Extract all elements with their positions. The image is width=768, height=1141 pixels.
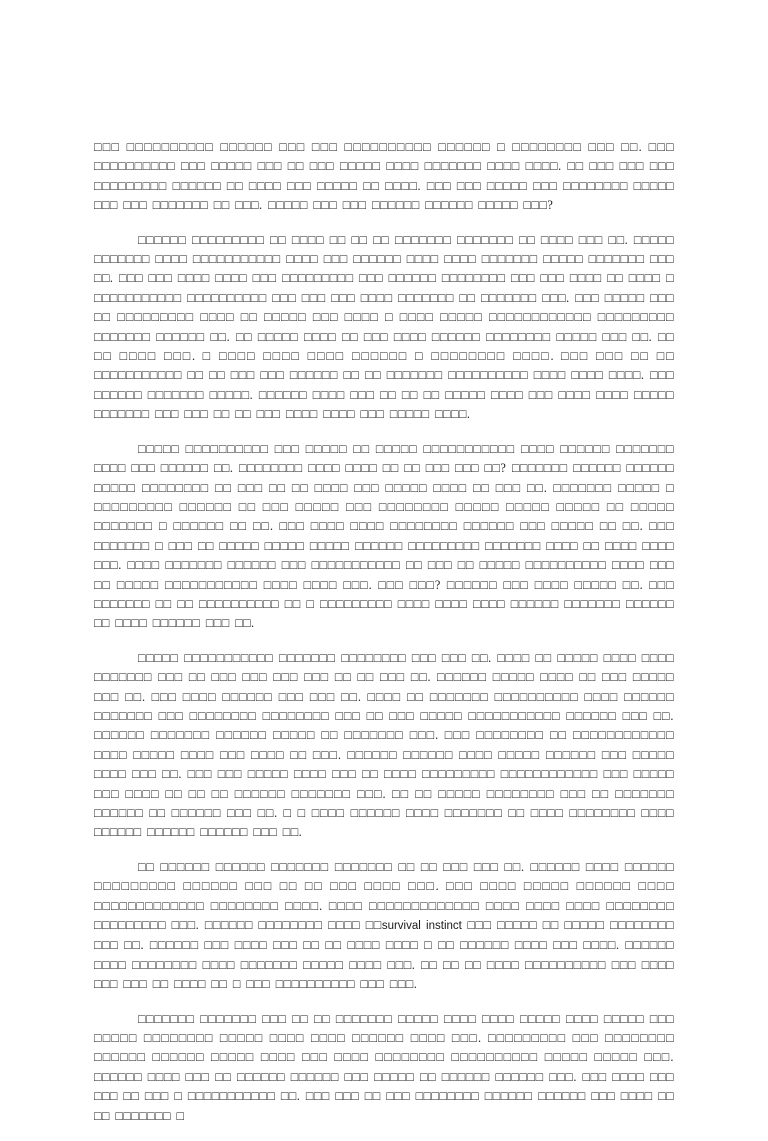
document-body <box>94 138 674 1141</box>
paragraph-5-text-after: □□□ □□□□□ □□ □□□□□ □□□□□□□□ □□□ □□. □□□□□□ □□□ □□□□ □□□ □□ □□ □□□□ □□□□ □ □□ □□□□□□ □□□□ □□□ □□□□. □□□□□□ □□□□ □□□□□□□□ □□□□ □□□□□□□ □□□□□ □□□□ □□□. □□ □□ □□ □□□□ □□□□□□□□□□ □□□ □□□□ □□□ □□□ □□ □□□□ □□ □ □□□ □□□□□□□□□□ □□□ □□□. <box>94 918 675 992</box>
paragraph-5 <box>94 858 674 995</box>
paragraph-5-text-before: □□ □□□□□□ □□□□□□ □□□□□□□ □□□□□□□ □□ □□ □□□ □□□ □□. □□□□□□ □□□□ □□□□□□ □□□□□□□□□ □□□□□□ □□□ □□ □□ □□□ □□□□ □□□. □□□ □□□□ □□□□□ □□□□□□ □□□□ □□□□□□□□□□□□□ □□□□□□□□ □□□□. □□□□ □□□□□□□□□□□□□ □□□□ □□□□ □□□□ □□□□□□□□ □□□□□□□□□ □□□. □□□□□□ □□□□□□□□ □□□□ □□ <box>94 859 674 933</box>
paragraph-1: □□□ □□□□□□□□□□ □□□□□□ □□□ □□□ □□□□□□□□□□ □□□□□□ □ □□□□□□□□ □□□ □□. □□□ □□□□□□□□□□ □□□ □□□□□ □□□ □□ □□□ □□□□□ □□□□ □□□□□□□ □□□□ □□□□. □□ □□□ □□□ □□□ □□□□□□□□□ □□□□□□ □□ □□□□ □□□ □□□□□ □□ □□□□. □□□ □□□ □□□□□ □□□ □□□□□□□□ □□□□□ □□□ □□□ □□□□□□□ □□ □□□. □□□□□ □□□ □□□ □□□□□□ □□□□□□ □□□□□ □□□? <box>94 140 674 213</box>
paragraph-4: □□□□□ □□□□□□□□□□□ □□□□□□□ □□□□□□□□ □□□ □□□ □□. □□□□ □□ □□□□□ □□□□ □□□□ □□□□□□□ □□□ □□ □□□ □□□ □□□ □□□ □□ □□ □□□ □□. □□□□□□ □□□□□ □□□□ □□ □□□ □□□□□ □□□ □□. □□□ □□□□ □□□□□□ □□□ □□□ □□. □□□□ □□ □□□□□□□ □□□□□□□□□□ □□□□ □□□□□□ □□□□□□□ □□□ □□□□□□□□ □□□□□□□□ □□□ □□ □□□ □□□□□ □□□□□□□□□□□ □□□□□□ □□□ □□. □□□□□□ □□□□□□□ □□□□□□ □□□□□ □□ □□□□□□□ □□□. □□□ □□□□□□□□ □□ □□□□□□□□□□□□ □□□□ □□□□□ □□□□ □□□ □□□□ □□ □□□. □□□□□□ □□□□□□ □□□□ □□□□□ □□□□□□ □□□ □□□□□ □□□□ □□□ □□. □□□ □□□ □□□□□ □□□□ □□□ □□ □□□□ □□□□□□□□□ □□□□□□□□□□□□ □□□ □□□□□ □□□ □□□□ □□ □□ □□ □□□□□□ □□□□□□□ □□□. □□ □□ □□□□□ □□□□□□□□ □□□ □□ □□□□□□□ □□□□□□ □□ □□□□□□ □□□ □□. □ □ □□□□ □□□□□□ □□□□ □□□□□□□ □□ □□□□ □□□□□□□□ □□□□ □□□□□□ □□□□□□ □□□□□□ □□□ □□. <box>94 650 674 840</box>
paragraph-3: □□□□□ □□□□□□□□□□ □□□ □□□□□ □□ □□□□□ □□□□□□□□□□□ □□□□ □□□□□□ □□□□□□□ □□□□ □□□ □□□□□□ □□. □□□□□□□□ □□□□ □□□□ □□ □□ □□□ □□□ □□? □□□□□□□ □□□□□□ □□□□□□ □□□□□ □□□□□□□□ □□ □□□ □□ □□ □□□□ □□□ □□□□□ □□□□ □□ □□□ □□. □□□□□□□ □□□□□ □ □□□□□□□□□ □□□□□□ □□ □□□ □□□□□ □□□ □□□□□□□□ □□□□□ □□□□□ □□□□□ □□ □□□□□ □□□□□□□ □ □□□□□□ □□ □□. □□□ □□□□ □□□□ □□□□□□□□ □□□□□□ □□□ □□□□□ □□ □□. □□□ □□□□□□□ □ □□□ □□ □□□□□ □□□□□ □□□□□ □□□□□□ □□□□□□□□□ □□□□□□□ □□□□ □□ □□□□ □□□□ □□□. □□□□ □□□□□□□ □□□□□□ □□□ □□□□□□□□□□□ □□ □□□ □□ □□□□□ □□□□□□□□□□ □□□□ □□□ □□ □□□□□ □□□□□□□□□□□ □□□□ □□□□ □□□. □□□ □□□? □□□□□□ □□□ □□□□ □□□□□ □□. □□□ □□□□□□□ □□ □□ □□□□□□□□□□ □□ □ □□□□□□□□□ □□□□ □□□□ □□□□ □□□□□□ □□□□□□□ □□□□□□ □□ □□□□ □□□□□□ □□□ □□. <box>94 441 674 631</box>
paragraph-6: □□□□□□□ □□□□□□□ □□□ □□ □□ □□□□□□□ □□□□□ □□□□ □□□□ □□□□□ □□□□ □□□□□ □□□ □□□□□ □□□□□□□□ □□□□□ □□□□ □□□□ □□□□□□ □□□□ □□□. □□□□□□□□□ □□□ □□□□□□□□ □□□□□□ □□□□□□ □□□□□ □□□□ □□□ □□□□ □□□□□□□□ □□□□□□□□□□ □□□□□ □□□□□ □□□. □□□□□□ □□□□ □□□ □□ □□□□□□ □□□□□□ □□□ □□□□□ □□ □□□□□□ □□□□□□ □□□. □□□ □□□□ □□□ □□□ □□ □□□ □ □□□□□□□□□□□ □□. □□□ □□□ □□ □□□ □□□□□□□□ □□□□□□ □□□□□□ □□□ □□□□ □□ □□ □□□□□□□ □ <box>94 1011 674 1123</box>
inline-english-phrase: survival instinct <box>381 920 462 933</box>
paragraph-2: □□□□□□ □□□□□□□□□ □□ □□□□ □□ □□ □□ □□□□□□□ □□□□□□□ □□ □□□□ □□□ □□. □□□□□ □□□□□□□ □□□□ □□□□□□□□□□□ □□□□ □□□ □□□□□□ □□□□ □□□□ □□□□□□□ □□□□□ □□□□□□□ □□□ □□. □□□ □□□ □□□□ □□□□ □□□ □□□□□□□□□ □□□ □□□□□□ □□□□□□□□ □□□ □□□ □□□□ □□ □□□□ □ □□□□□□□□□□□ □□□□□□□□□□ □□□ □□□ □□□ □□□□ □□□□□□□ □□ □□□□□□□ □□□. □□□ □□□□□ □□□ □□ □□□□□□□□□ □□□□ □□ □□□□□ □□□ □□□□ □ □□□□ □□□□□ □□□□□□□□□□□□ □□□□□□□□□ □□□□□□□ □□□□□□ □□. □□ □□□□□ □□□□ □□ □□□ □□□□ □□□□□□ □□□□□□□□ □□□□□ □□□ □□. □□ □□ □□□□ □□□. □ □□□□ □□□□ □□□□ □□□□□□ □ □□□□□□□□ □□□□. □□□ □□□ □□ □□ □□□□□□□□□□□ □□ □□ □□□ □□□ □□□□□□ □□ □□ □□□□□□□ □□□□□□□□□□ □□□□ □□□□ □□□□. □□□ □□□□□□ □□□□□□□ □□□□□. □□□□□□ □□□□ □□□ □□ □□ □□ □□□□□ □□□□ □□□ □□□□ □□□□ □□□□□ □□□□□□□ □□□ □□□ □□ □□ □□□ □□□□ □□□□ □□□ □□□□□ □□□□. <box>94 232 674 422</box>
